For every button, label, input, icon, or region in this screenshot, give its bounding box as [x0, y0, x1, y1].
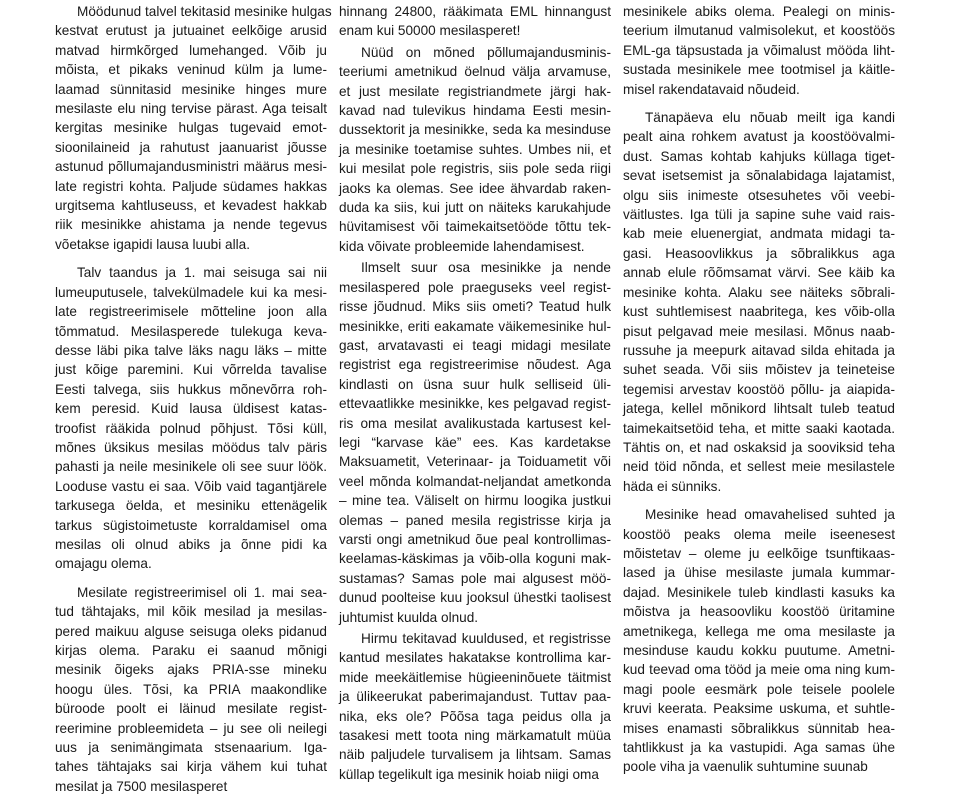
text-line: sustamas? Samas pole mai algusest möö- [339, 570, 611, 586]
text-line: lased ja ühise mesilaste jumala kummar- [623, 565, 895, 581]
text-line: võetakse igapidi lausa luubi alla. [55, 236, 250, 252]
text-line: varsti ongi ametnikud õue peal kontrollimas- [339, 531, 611, 547]
text-line: magi poole eesmärk pole teisele poolele [623, 681, 895, 697]
paragraph [55, 583, 327, 796]
text-line: kem peresid. Kuid lausa üldisest katas- [55, 401, 327, 417]
article-column-2 [339, 2, 611, 784]
paragraph [339, 43, 611, 256]
text-line: Eesti talvega, siis hukkus mõnevõrra roh- [55, 381, 327, 397]
text-line: sustada mesinikele mee tootmisel ja käitle- [623, 62, 895, 78]
text-line: dust. Samas kohtab kahjuks küllaga tiget- [623, 148, 895, 164]
text-line: tõmmatud. Mesilasperede tulekuga keva- [55, 323, 327, 339]
text-line: reerimine probleemideta – ju see oli neilegi [55, 720, 327, 736]
text-line: väitlustes. Iga tüli ja sapine suhe vaid rais- [623, 207, 895, 223]
text-line: lumeuputusele, talvekülmadele kui ka mesi- [55, 284, 327, 300]
text-line: mõista, et pikaks veninud külm ja lume- [55, 62, 327, 78]
text-line: mesilaste elu ning tervise pärast. Aga teisalt [55, 101, 327, 117]
text-line: – mine tea. Väliselt on hirmu loogika justkui [339, 493, 611, 509]
text-line: mõnes üksikus mesilas möödus talv päris [55, 439, 327, 455]
article-column-3 [623, 2, 895, 777]
text-line: hüvitamisest või taimekaitsetööde tõttu tek- [339, 219, 611, 235]
text-line: Möödunud talvel tekitasid mesinike hulgas [77, 4, 332, 19]
text-line: mõistva ja heasoovliku koostöö üritamine [623, 604, 895, 620]
text-line: kruvi keerata. Peaksime uskuma, et suhtle- [623, 701, 895, 717]
paragraph [623, 108, 895, 496]
text-line: mesinik õigeks ajaks PRIA-sse mineku [55, 662, 327, 678]
text-line: ettevaatlikke mesinikke, kes pelgavad regist- [339, 396, 611, 412]
text-line: veel mõnda kolmandat-neljandat ametkonda [339, 473, 611, 489]
text-line: Mesinike head omavahelised suhted ja [645, 507, 895, 523]
text-line: et just mesilate registriandmete järgi hak- [339, 83, 611, 99]
text-line: mises enamasti sõbralikkus sünnitab hea- [623, 720, 895, 736]
text-line: poole viha ja vaenulik suhtumine suunab [623, 759, 868, 775]
text-line: mesinikke, eriti eakamate väikemesinike hul- [339, 318, 611, 334]
text-line: urgitsema kahtluseuss, et kevadest hakkab [55, 198, 327, 214]
text-line: Tänapäeva elu nõuab meilt iga kandi [645, 110, 895, 126]
text-line: Talv taandus ja 1. mai seisuga sai nii [77, 265, 327, 281]
text-line: mõistetav – oleme ju eelkõige tsunftikaas- [623, 545, 895, 561]
text-line: late registri kohta. Paljude südames hakkas [55, 178, 327, 194]
paragraph [339, 2, 611, 41]
text-line: kindlasti on üsna suur hulk selliseid üli- [339, 376, 611, 392]
text-line: enam kui 50000 mesilasperet! [339, 23, 521, 39]
text-line: jaoks ka olemas. See idee ähvardab raken- [339, 180, 611, 196]
text-line: misel rakendatavaid nõudeid. [623, 81, 800, 97]
text-line: omajagu olema. [55, 556, 152, 572]
text-line: kab meie eluenergiat, andmata midagi ta- [623, 226, 895, 242]
text-line: teeriumi ametnikud öelnud välja arvamuse, [339, 64, 611, 80]
text-line: duda ka siis, kui jutt on näiteks karukahjude [339, 200, 611, 216]
text-line: ametnikega, kellega me oma mesilaste ja [623, 623, 895, 639]
text-line: hoogu üles. Tõsi, ka PRIA maakondlike [55, 681, 327, 697]
text-line: keelamas-käskimas ja võib-olla koguni mak- [339, 551, 611, 567]
text-line: pealt aina rohkem avatust ja koostöövalmi- [623, 129, 895, 145]
text-line: just kõige paremini. Kui võrrelda tavalise [55, 362, 327, 378]
text-line: neid töid nõnda, et sellest meie mesilastele [623, 459, 895, 475]
article-column-1 [55, 2, 332, 796]
text-line: riik mesinikke ahistama ja nende tegevus [55, 217, 327, 233]
text-line: Ilmselt suur osa mesinikke ja nende [361, 260, 611, 276]
text-line: pahasti ja neile mesinikele oli see suur löök. [55, 459, 327, 475]
text-line: EML-ga täpsustada ja võimalust mööda liht- [623, 42, 895, 58]
text-line: Nüüd on mõned põllumajandusminis- [361, 44, 611, 60]
text-line: mesinikele abiks olema. Pealegi on minis- [623, 4, 895, 19]
text-line: annab elule rõõmsamat värvi. See käib ka [623, 265, 895, 281]
text-line: tegemisi arvestav koostöö põllu- ja aiapida- [623, 381, 895, 397]
text-line: kui mesilat pole registris, siis pole seda riigi [339, 161, 611, 177]
text-line: mesinduse kaudu kokku puutume. Ametni- [623, 643, 895, 658]
text-line: gasi. Heasoovlikkus ja sõbralikkus aga [623, 245, 895, 261]
text-line: mesilaspered pole praeguseks veel regist- [339, 279, 611, 295]
text-line: tahtlikkust ja ka vastupidi. Aga samas ühe [623, 740, 895, 756]
text-line: kantud mesilates hakatakse kontrollima kar- [339, 650, 611, 666]
text-line: laamad sünnitasid mesinike hinges mure [55, 81, 327, 97]
text-line: ja ülikeerukat paberimajandust. Tuttav paa- [339, 689, 611, 705]
text-line: late registreerimisele mõtteline joon alla [55, 304, 327, 320]
text-line: kestvat erutust ja jutuainet eelkõige arusid [55, 23, 327, 39]
paragraph [339, 629, 611, 784]
paragraph [55, 2, 332, 254]
text-line: suhet seada. Või siis mõistev ja teineteise [623, 362, 895, 378]
text-line: olgu siis inimeste otsesuhetes või veebi- [623, 187, 895, 203]
text-line: tahes tähtajaks sai kirja vähem kui tuhat [55, 759, 327, 775]
text-line: russuhe ja meepurk aitavad silda ehitada ja [623, 342, 895, 358]
text-line: pisut pelgavad meie mesilasi. Mõnus naab- [623, 323, 895, 339]
paragraph [339, 258, 611, 627]
text-line: troofist rääkida polnud põhjust. Tõsi küll, [55, 420, 327, 436]
text-line: ja mesinike toetamise suhtes. Umbes nii, et [339, 141, 611, 157]
text-line: jatega, kellel mõnikord lihtsalt tuleb teatud [623, 401, 895, 417]
text-line: mesinike kohta. Alaku see näiteks sõbrali- [623, 284, 895, 300]
text-line: sevat isetsemist ja sõnalabidaga lajatamist, [623, 168, 895, 184]
text-line: Maksuametit, Veterinaar- ja Toiduametit või [339, 454, 611, 470]
text-line: mesilat ja 7500 mesilasperet [55, 778, 228, 794]
text-line: tarkusega öelda, et mesiniku ettenägelik [55, 498, 327, 514]
text-line: nika, eks ole? Põõsa taga peidus olla ja [339, 708, 611, 724]
text-line: uus ja senimängimata stsenaarium. Iga- [55, 740, 327, 756]
text-line: Hirmu tekitavad kuuldused, et registrisse [361, 631, 611, 646]
paragraph [55, 263, 327, 574]
text-line: registrist ega registreerimise nõudest. Aga [339, 357, 611, 373]
text-line: tud tähtajaks, mil kõik mesilad ja mesilas- [55, 604, 327, 620]
text-line: sioonilaineid ja rahutust jaanuarist jõusse [55, 139, 327, 155]
text-line: desse läbi pika talve läks nagu läks – mitte [55, 342, 327, 358]
text-line: tasakesi mett toota ning märkamatult müüa [339, 728, 611, 744]
text-line: teerium ilmutanud valmisolekut, et koostöös [623, 23, 895, 39]
paragraph [623, 505, 895, 777]
text-line: mide meekäitlemise hügieeninõuete täitmist [339, 669, 611, 685]
text-line: kida võivate probleemide lahendamisest. [339, 238, 585, 254]
text-line: kavad nad tulevikus hindama Eesti mesin- [339, 103, 611, 119]
text-line: küllap tegelikult iga mesinik hoiab niigi oma [339, 766, 599, 782]
text-line: kirjas olema. Paraku ei saanud mõnigi [55, 643, 327, 658]
text-line: legi “karvase käe” ees. Kas kardetakse [339, 434, 611, 450]
text-line: kergitas mesinike hulgas tugevaid emot- [55, 120, 327, 136]
text-line: häda ei sünniks. [623, 478, 722, 494]
text-line: kust suhtlemisest naabritega, kes võib-olla [623, 304, 895, 320]
text-line: pered maikuu alguse seisuga oleks pidanud [55, 623, 327, 639]
text-line: koostöö peaks olema meile iseenesest [623, 526, 895, 542]
text-line: mesilas oli olnud abiks ja õnne pidi ka [55, 536, 327, 552]
text-line: taimekaitsetöid teha, et mitte saaki kaotada. [623, 420, 895, 436]
text-line: dussektorit ja mesinikke, seda ka mesinduse [339, 122, 611, 138]
text-line: juhtumist kuulda olnud. [339, 609, 479, 625]
text-line: olemas – paned mesila registrisse kirja ja [339, 512, 611, 528]
text-line: astunud põllumajandusministri määrus mesi- [55, 159, 327, 175]
text-line: hinnang 24800, rääkimata EML hinnangust [339, 4, 611, 19]
text-line: dajad. Mesinikele tuleb kindlasti kasuks ka [623, 584, 895, 600]
text-line: dunud poolteise kuu jooksul ühestki taolisest [339, 590, 611, 606]
text-line: kud teevad oma tööd ja meie oma ning kum- [623, 662, 895, 678]
text-line: Looduse vastu ei saa. Võib vaid tagantjärele [55, 478, 327, 494]
paragraph [623, 2, 895, 99]
text-line: näib paljudele turvalisem ja lihtsam. Samas [339, 747, 611, 763]
text-line: matvad hirmkõrged lumehanged. Võib ju [55, 42, 327, 58]
text-line: gast, arvatavasti ei teagi midagi mesilate [339, 337, 611, 353]
text-line: risse jõudnud. Miks siis ometi? Teatud hulk [339, 299, 611, 315]
text-line: tarkus sügistoimetuste korraldamisel oma [55, 517, 327, 533]
text-line: ris oma mesilat avalikustada kartusest kel- [339, 415, 611, 431]
text-line: Tähtis on, et nad oskaksid ja sooviksid teha [623, 439, 895, 455]
text-line: Mesilate registreerimisel oli 1. mai sea- [77, 584, 327, 600]
text-line: büroode poolt ei läinud mesilate regist- [55, 701, 327, 717]
